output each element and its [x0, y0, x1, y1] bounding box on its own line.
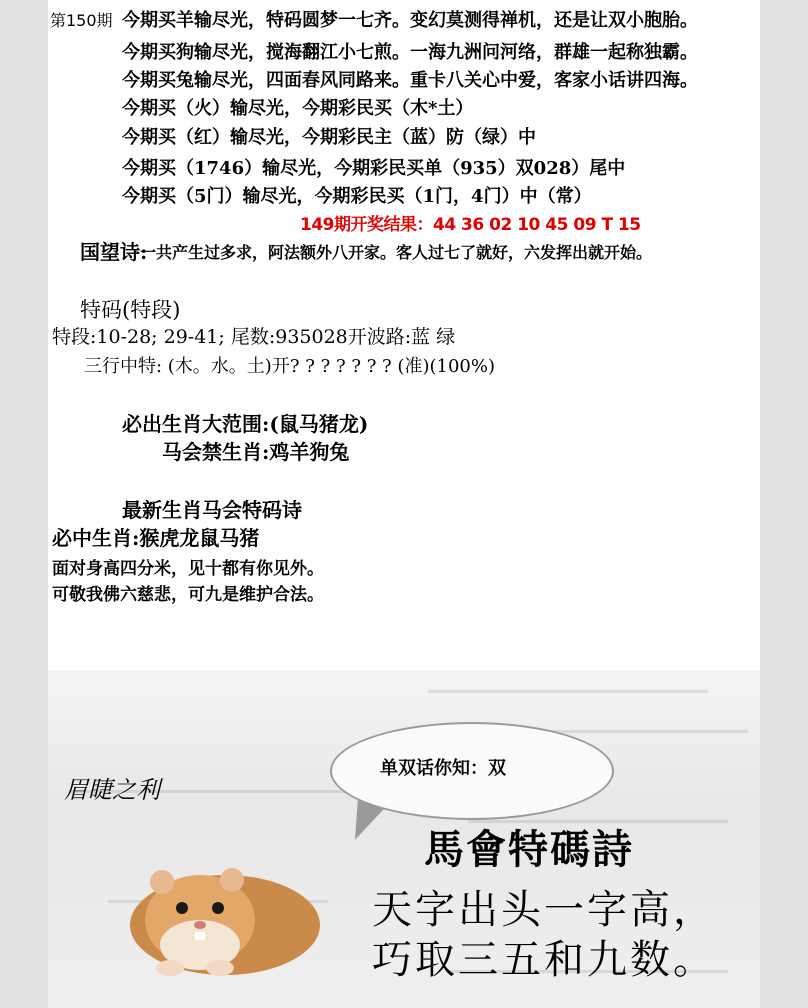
special-heading: 特码(特段): [80, 298, 181, 322]
line-4: 今期买（火）输尽光，今期彩民买（木*土）: [122, 98, 474, 119]
big-verse-1: 天字出头一字高，: [372, 887, 716, 933]
line-2: 今期买狗输尽光，搅海翻江小七煎。一海九洲问河络，群雄一起称独霸。: [122, 42, 698, 63]
line-3: 今期买兔输尽光，四面春风同路来。重卡八关心中爱，客家小话讲四海。: [122, 70, 698, 91]
verse-2: 可敬我佛六慈悲，可九是维护合法。: [52, 585, 324, 605]
poem-text: 一共产生过多求，阿法额外八开家。客人过七了就好，六发挥出就开始。: [140, 243, 653, 262]
newest-poem-heading: 最新生肖马会特码诗: [122, 498, 302, 522]
left-margin: [0, 0, 48, 1008]
result-line: 149期开奖结果：44 36 02 10 45 09 T 15: [300, 215, 641, 235]
issue-label: 第150期: [50, 11, 113, 30]
three-elements: 三行中特: (木。水。土)开? ? ? ? ? ? ? (准)(100%): [84, 356, 495, 377]
special-range: 特段:10-28; 29-41; 尾数:935028开波路:蓝 绿: [52, 326, 456, 348]
verse-1: 面对身高四分米，见十都有你见外。: [52, 559, 324, 579]
bubble-text: 单双话你知：双: [380, 758, 506, 779]
right-margin: [760, 0, 808, 1008]
must-zodiac: 必中生肖:猴虎龙鼠马猪: [52, 526, 260, 550]
line-5: 今期买（红）输尽光，今期彩民主（蓝）防（绿）中: [122, 127, 536, 148]
forbidden-zodiac: 马会禁生肖:鸡羊狗兔: [162, 440, 350, 464]
big-verse-2: 巧取三五和九数。: [372, 937, 716, 983]
title-big: 馬會特碼詩: [424, 826, 634, 873]
line-1: 今期买羊输尽光，特码圆梦一七齐。变幻莫测得禅机，还是让双小胞胎。: [122, 10, 698, 31]
line-7: 今期买（5门）输尽光，今期彩民买（1门，4门）中（常）: [122, 186, 592, 207]
hamster-image: [120, 850, 330, 980]
line-6: 今期买（1746）输尽光，今期彩民买单（935）双028）尾中: [122, 158, 626, 179]
brow-text: 眉睫之利: [64, 776, 160, 804]
poem-label: 国望诗:: [80, 240, 148, 264]
zodiac-range: 必出生肖大范围:(鼠马猪龙): [122, 412, 369, 436]
